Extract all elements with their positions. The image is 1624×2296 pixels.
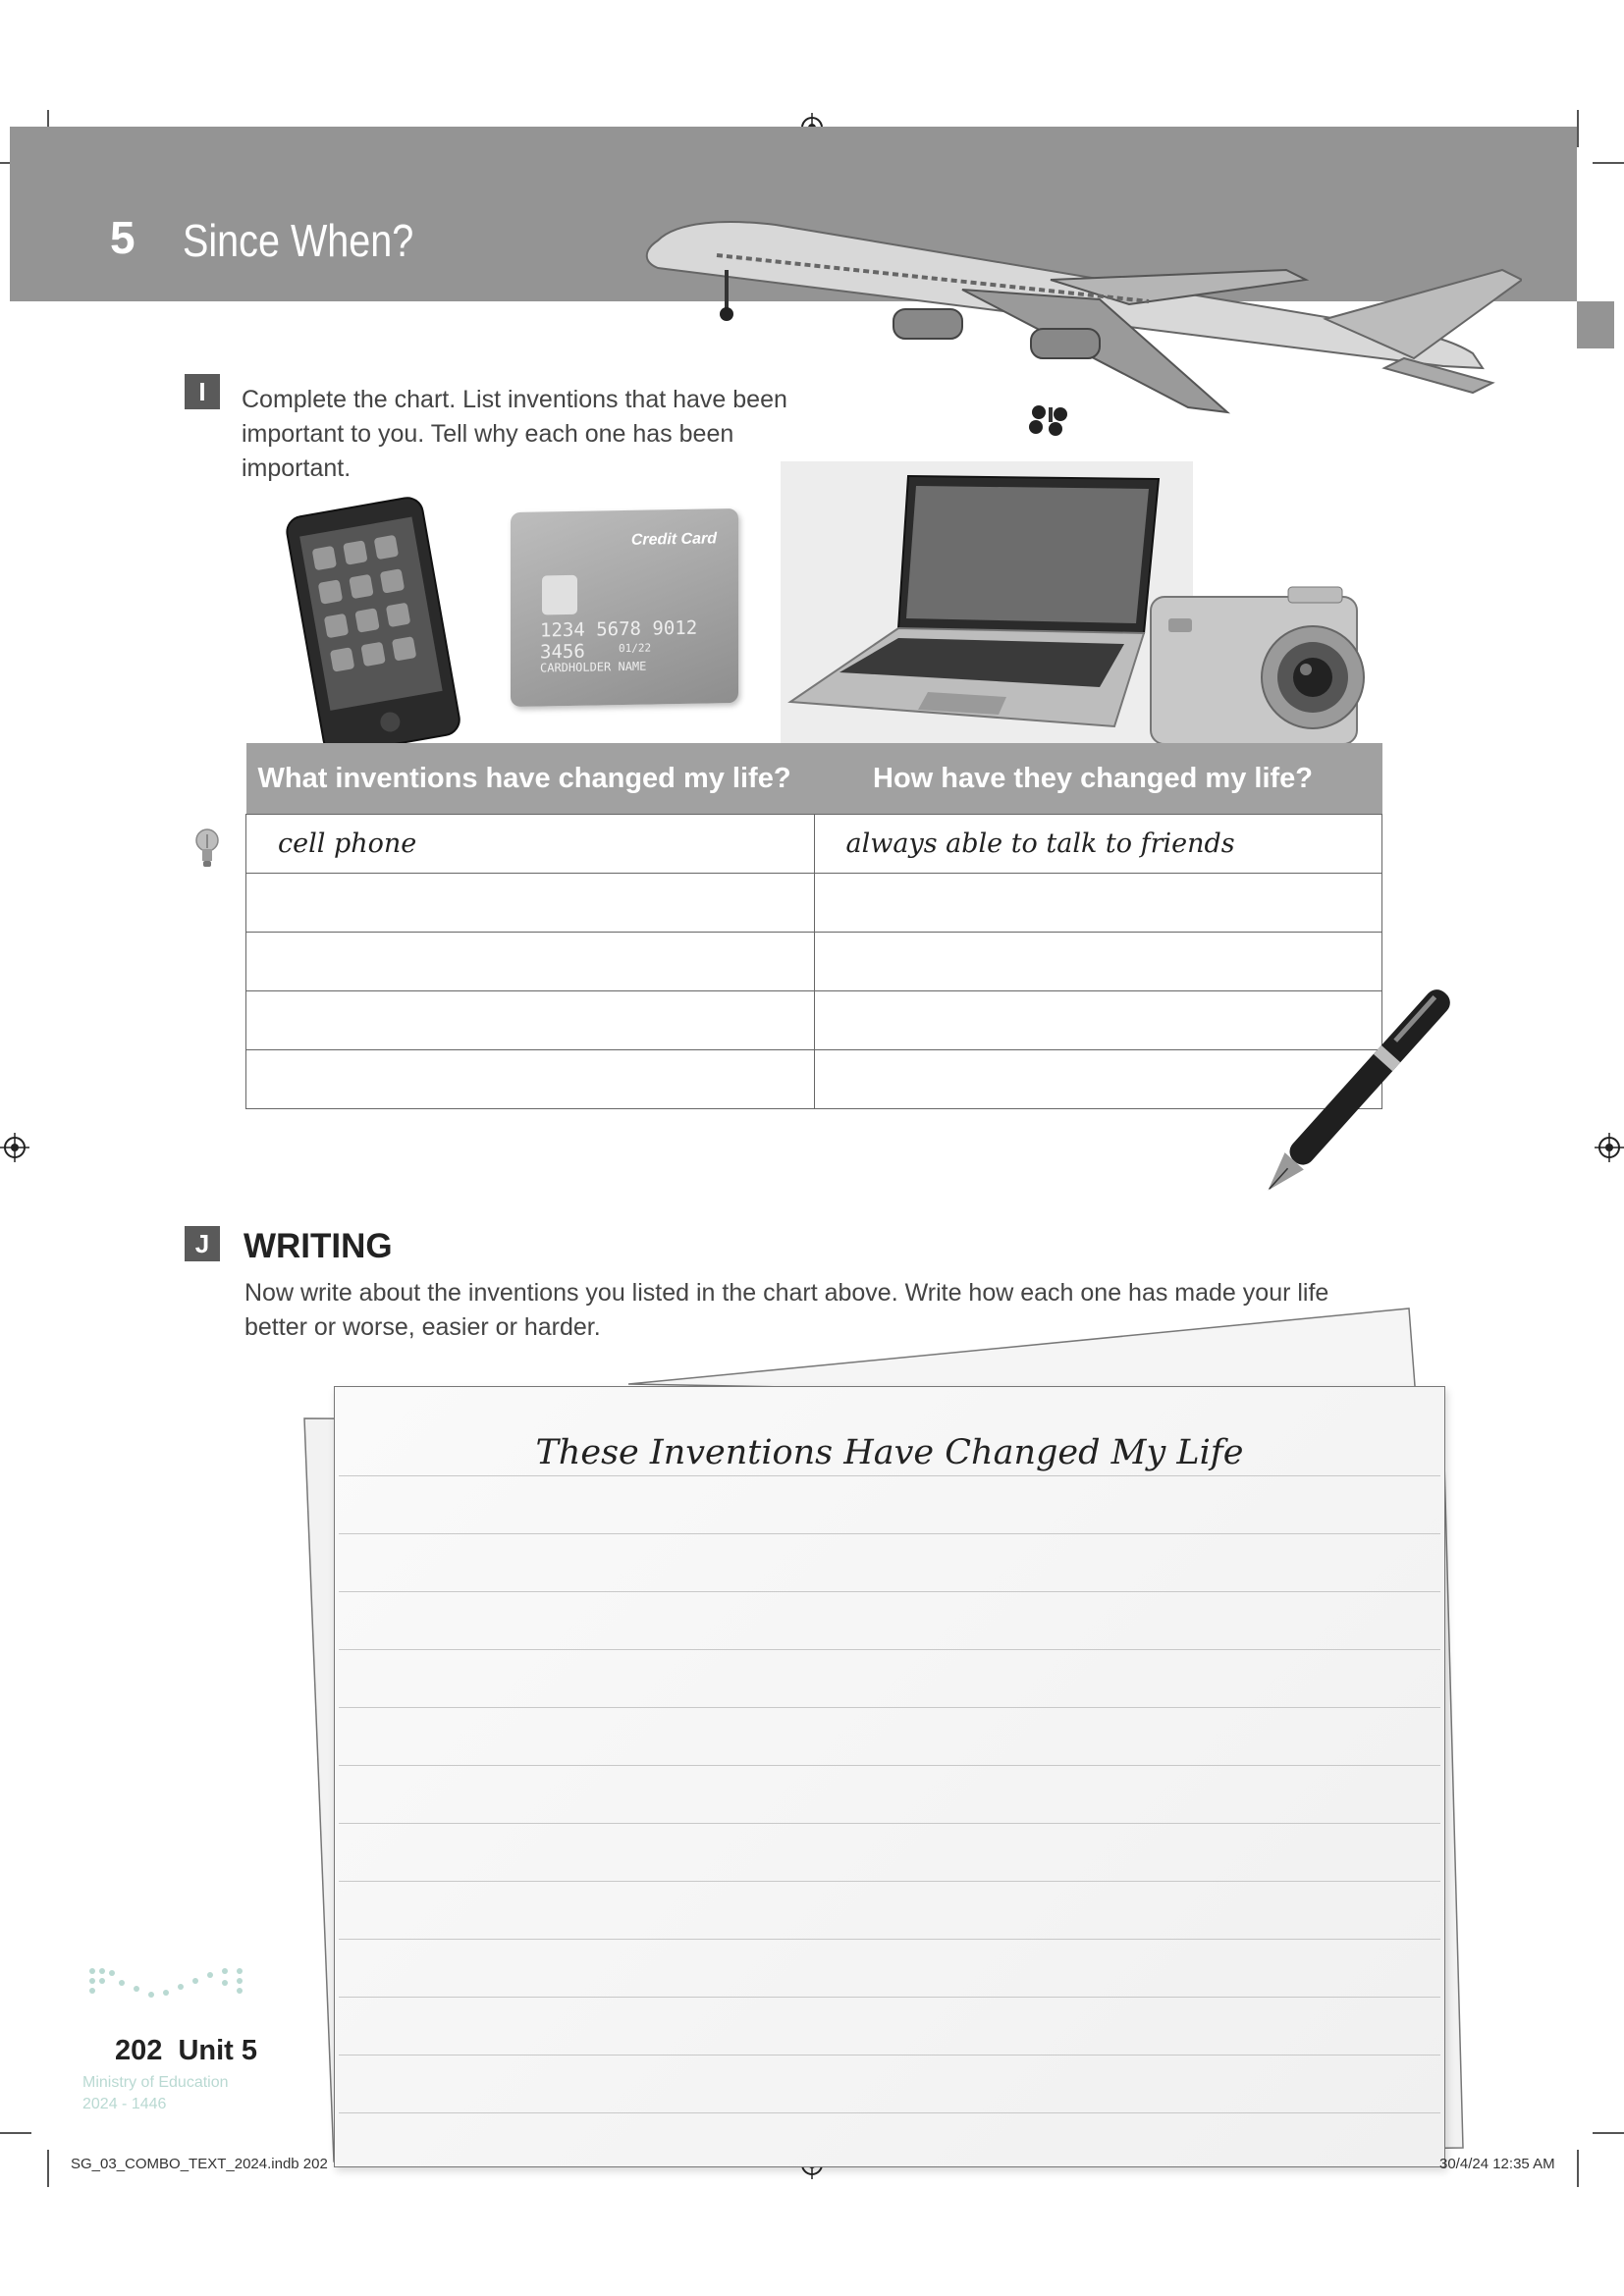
page-number xyxy=(115,2035,257,2067)
table-row xyxy=(246,991,1382,1050)
crop-mark xyxy=(1577,110,1579,147)
registration-mark-icon xyxy=(1595,1133,1624,1162)
fountain-pen-illustration xyxy=(1218,918,1532,1232)
unit-title: Since When? xyxy=(183,215,414,266)
credit-card-illustration xyxy=(511,508,738,707)
ministry-logo-year: 2024 - 1446 xyxy=(82,2096,167,2112)
writing-line xyxy=(339,1533,1440,1534)
credit-card-expiry: 01/22 xyxy=(619,641,652,656)
writing-line xyxy=(339,1823,1440,1824)
registration-mark-icon xyxy=(0,1133,29,1162)
writing-line xyxy=(339,2112,1440,2113)
ministry-logo-icon xyxy=(82,1963,249,2014)
table-row xyxy=(246,933,1382,991)
writing-line xyxy=(339,1475,1440,1476)
chart-header-inventions: What inventions have changed my life? xyxy=(246,743,815,815)
writing-line xyxy=(339,2055,1440,2056)
crop-mark xyxy=(47,2150,49,2187)
chart-header-changes: How have they changed my life? xyxy=(814,743,1382,815)
invention-cell[interactable]: cell phone xyxy=(246,815,815,874)
crop-mark xyxy=(0,2132,31,2134)
writing-paper-title: These Inventions Have Changed My Life xyxy=(535,1433,1244,1472)
table-row xyxy=(246,874,1382,933)
writing-line xyxy=(339,1939,1440,1940)
footer-timestamp: 30/4/24 12:35 AM xyxy=(1439,2156,1555,2172)
unit-number: 5 xyxy=(110,212,135,263)
section-i-instruction: Complete the chart. List inventions that have been important to you. Tell why each one has been important. xyxy=(242,386,787,482)
page-unit-label: Unit 5 xyxy=(178,2035,258,2066)
crop-mark xyxy=(1577,2150,1579,2187)
chart-header-row xyxy=(246,743,1382,815)
section-i-label: I xyxy=(185,374,220,409)
writing-line xyxy=(339,1649,1440,1650)
table-row xyxy=(246,815,1382,874)
invention-cell[interactable] xyxy=(246,933,815,991)
header-tab xyxy=(1577,301,1614,348)
writing-paper[interactable] xyxy=(334,1386,1445,2167)
section-j-title: WRITING xyxy=(244,1227,393,1265)
camera-illustration xyxy=(1141,579,1367,756)
cell-phone-illustration xyxy=(285,496,461,756)
invention-cell[interactable] xyxy=(246,1050,815,1109)
invention-cell[interactable] xyxy=(246,874,815,933)
light-bulb-icon xyxy=(194,827,220,870)
credit-card-number: 1234 5678 9012 3456 xyxy=(540,616,698,664)
ministry-logo-text: Ministry of Education xyxy=(82,2074,229,2091)
credit-card-label: Credit Card xyxy=(630,530,717,549)
crop-mark xyxy=(1593,162,1624,164)
writing-line xyxy=(339,1707,1440,1708)
crop-mark xyxy=(1593,2132,1624,2134)
writing-line xyxy=(339,1881,1440,1882)
inventions-chart xyxy=(245,743,1382,1109)
section-j-label: J xyxy=(185,1226,220,1261)
invention-cell[interactable] xyxy=(246,991,815,1050)
footer-file-info: SG_03_COMBO_TEXT_2024.indb 202 xyxy=(71,2156,328,2172)
table-row xyxy=(246,1050,1382,1109)
page-number-value: 202 xyxy=(115,2035,163,2066)
writing-line xyxy=(339,1765,1440,1766)
chip-icon xyxy=(542,575,577,615)
section-j-instruction: Now write about the inventions you listed in the chart above. Write how each one has made your life better or worse, easier or harder. xyxy=(244,1279,1329,1341)
writing-line xyxy=(339,1997,1440,1998)
credit-card-holder: CARDHOLDER NAME xyxy=(540,659,647,675)
laptop-illustration xyxy=(781,461,1193,746)
writing-line xyxy=(339,1591,1440,1592)
change-cell[interactable]: always able to talk to friends xyxy=(814,815,1382,874)
